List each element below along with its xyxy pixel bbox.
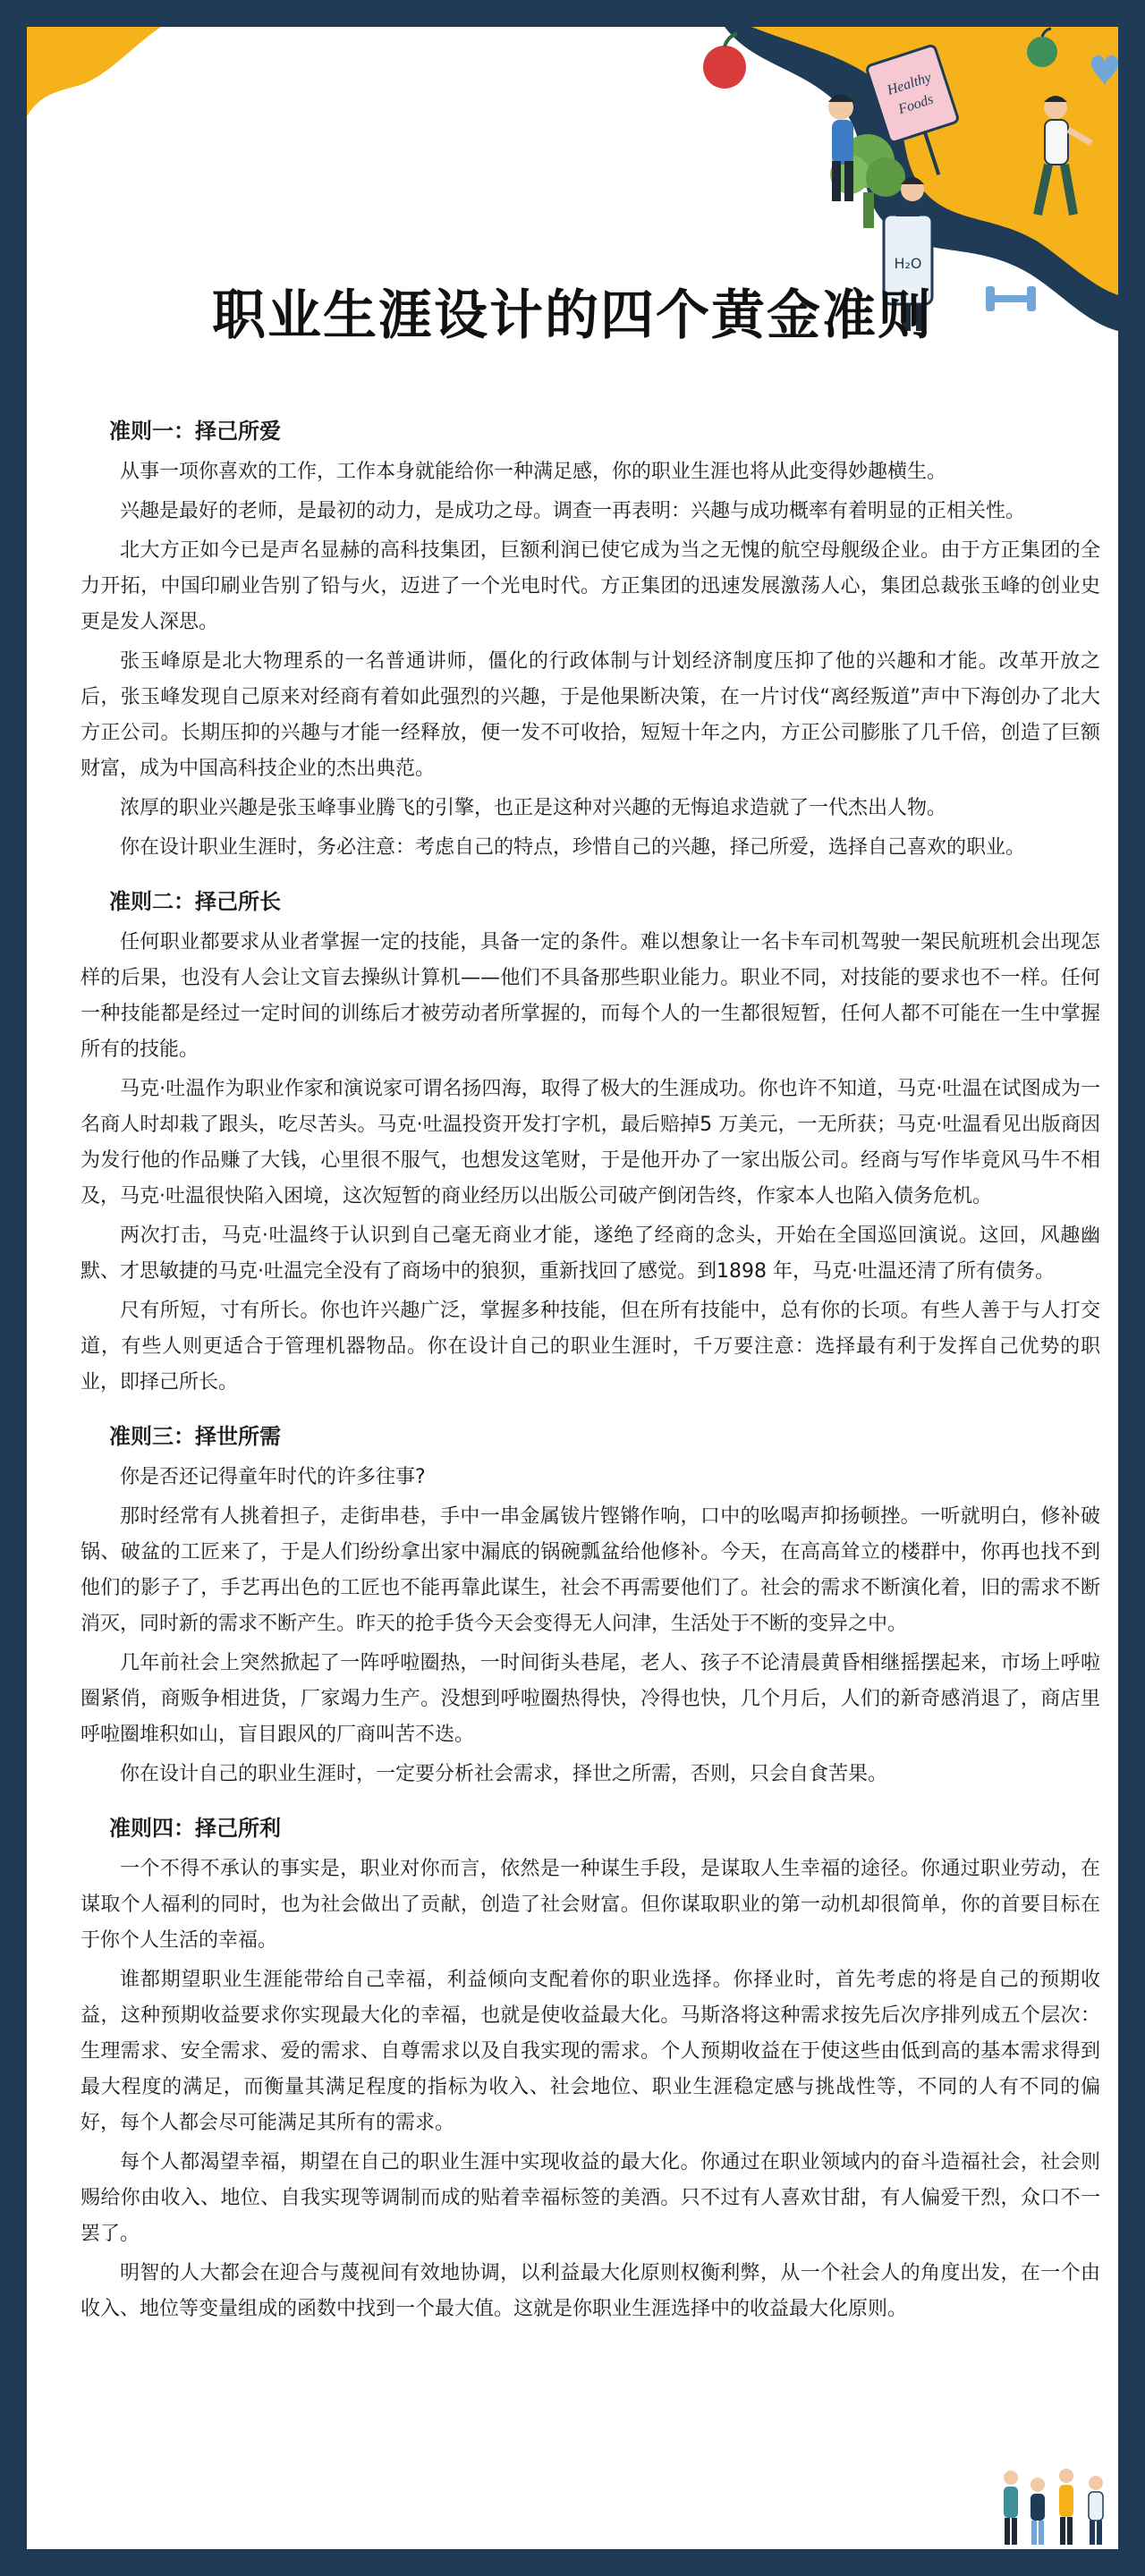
paragraph: 浓厚的职业兴趣是张玉峰事业腾飞的引擎，也正是这种对兴趣的无悔追求造就了一代杰出人物。 <box>120 797 947 819</box>
paragraph: 谁都期望职业生涯能带给自己幸福，利益倾向支配着你的职业选择。你择业时，首先考虑的将是自己的预期收益，这种预期收益要求你实现最大化的幸福，也就是使收益最大化。马斯洛将这种需求按先后次序排列成五个层次：生理需求、安全需求、爱的需求、自尊需求以及自我实现的需求。个人预期收益在于使这些由低到高的基本需求得到最大程度的满足，而衡量其满足程度的指标为收入、社会地位、职业生涯稳定感与挑战性等，不同的人有不同的偏好，每个人都会尽可能满足其所有的需求。 <box>81 1969 1100 2134</box>
corner-decoration <box>27 27 179 125</box>
page-frame <box>27 27 1118 2549</box>
paragraph: 一个不得不承认的事实是，职业对你而言，依然是一种谋生手段，是谋取人生幸福的途径。你通过职业劳动，在谋取个人福利的同时，也为社会做出了贡献，创造了社会财富。但你谋取职业的第一动机却很简单，你的首要目标在于你个人生活的幸福。 <box>81 1858 1100 1952</box>
paragraph: 从事一项你喜欢的工作，工作本身就能给你一种满足感，你的职业生涯也将从此变得妙趣横生。 <box>120 461 947 483</box>
paragraph: 任何职业都要求从业者掌握一定的技能，具备一定的条件。难以想象让一名卡车司机驾驶一架民航班机会出现怎样的后果，也没有人会让文盲去操纵计算机——他们不具备那些职业能力。职业不同，对技能的要求也不一样。任何一种技能都是经过一定时间的训练后才被劳动者所掌握的，而每个人的一生都很短暂，任何人都不可能在一生中掌握所有的技能。 <box>81 931 1100 1061</box>
section-4 <box>81 1809 1100 2327</box>
paragraph: 每个人都渴望幸福，期望在自己的职业生涯中实现收益的最大化。你通过在职业领域内的奋斗造福社会，社会则赐给你由收入、地位、自我实现等调制而成的贴着幸福标签的美酒。只不过有人喜欢甘甜，有人偏爱干烈，众口不一罢了。 <box>81 2151 1100 2245</box>
paragraph: 张玉峰原是北大物理系的一名普通讲师，僵化的行政体制与计划经济制度压抑了他的兴趣和才能。改革开放之后，张玉峰发现自己原来对经商有着如此强烈的兴趣，于是他果断决策，在一片讨伐“离经叛道”声中下海创办了北大方正公司。长期压抑的兴趣与才能一经释放，便一发不可收拾，短短十年之内，方正公司膨胀了几千倍，创造了巨额财富，成为中国高科技企业的杰出典范。 <box>81 650 1100 780</box>
page-title: 职业生涯设计的四个黄金准则 <box>212 284 933 347</box>
paragraph: 你是否还记得童年时代的许多往事? <box>120 1466 426 1488</box>
sign-text-2: Foods <box>896 91 936 118</box>
bottle-label: H₂O <box>894 255 922 272</box>
section-heading: 准则一：择己所爱 <box>109 419 281 444</box>
paragraph: 几年前社会上突然掀起了一阵呼啦圈热，一时间街头巷尾，老人、孩子不论清晨黄昏相继摇摆起来，市场上呼啦圈紧俏，商贩争相进货，厂家竭力生产。没想到呼啦圈热得快，冷得也快，几个月后，人们的新奇感消退了，商店里呼啦圈堆积如山，盲目跟风的厂商叫苦不迭。 <box>81 1652 1100 1746</box>
section-3 <box>81 1417 1100 1792</box>
paragraph: 马克·吐温作为职业作家和演说家可谓名扬四海，取得了极大的生涯成功。你也许不知道，马克·吐温在试图成为一名商人时却栽了跟头，吃尽苦头。马克·吐温投资开发打字机，最后赔掉5 万美元，一无所获；马克·吐温看见出版商因为发行他的作品赚了大钱，心里很不服气，也想发这笔财，于是他开办了一家出版公司。经商与写作毕竟风马牛不相及，马克·吐温很快陷入困境，这次短暂的商业经历以出版公司破产倒闭告终，作家本人也陷入债务危机。 <box>81 1078 1100 1208</box>
paragraph: 兴趣是最好的老师，是最初的动力，是成功之母。调查一再表明：兴趣与成功概率有着明显的正相关性。 <box>120 500 1026 522</box>
paragraph: 两次打击，马克·吐温终于认识到自己毫无商业才能，遂绝了经商的念头，开始在全国巡回演说。这回，风趣幽默、才思敏捷的马克·吐温完全没有了商场中的狼狈，重新找回了感觉。到1898 年，马克·吐温还清了所有债务。 <box>81 1224 1100 1283</box>
section-heading: 准则三：择世所需 <box>109 1424 281 1449</box>
paragraph: 你在设计自己的职业生涯时，一定要分析社会需求，择世之所需，否则，只会自食苦果。 <box>120 1763 888 1785</box>
people-illustration <box>993 2460 1118 2549</box>
section-heading: 准则四：择己所利 <box>109 1816 281 1841</box>
paragraph: 尺有所短，寸有所长。你也许兴趣广泛，掌握多种技能，但在所有技能中，总有你的长项。有些人善于与人打交道，有些人则更适合于管理机器物品。你在设计自己的职业生涯时，千万要注意：选择最有利于发挥自己优势的职业，即择己所长。 <box>81 1300 1100 1394</box>
section-1 <box>81 411 1100 866</box>
sign-text-1: Healthy <box>885 70 934 98</box>
section-2 <box>81 882 1100 1401</box>
paragraph: 明智的人大都会在迎合与蔑视间有效地协调，以利益最大化原则权衡利弊，从一个社会人的角度出发，在一个由收入、地位等变量组成的函数中找到一个最大值。这就是你职业生涯选择中的收益最大化原则。 <box>81 2262 1100 2320</box>
article-body <box>81 411 1100 2343</box>
section-heading: 准则二：择己所长 <box>109 889 281 914</box>
paragraph: 北大方正如今已是声名显赫的高科技集团，巨额利润已使它成为当之无愧的航空母舰级企业。由于方正集团的全力开拓，中国印刷业告别了铅与火，迈进了一个光电时代。方正集团的迅速发展激荡人心，集团总裁张玉峰的创业史更是发人深思。 <box>81 539 1100 633</box>
paragraph: 那时经常有人挑着担子，走街串巷，手中一串金属钹片铿锵作响，口中的吆喝声抑扬顿挫。一听就明白，修补破锅、破盆的工匠来了，于是人们纷纷拿出家中漏底的锅碗瓢盆给他修补。今天，在高高耸立的楼群中，你再也找不到他们的影子了，手艺再出色的工匠也不能再靠此谋生，社会不再需要他们了。社会的需求不断演化着，旧的需求不断消灭，同时新的需求不断产生。昨天的抢手货今天会变得无人问津，生活处于不断的变异之中。 <box>81 1505 1100 1635</box>
paragraph: 你在设计职业生涯时，务必注意：考虑自己的特点，珍惜自己的兴趣，择己所爱，选择自己喜欢的职业。 <box>120 836 1026 859</box>
